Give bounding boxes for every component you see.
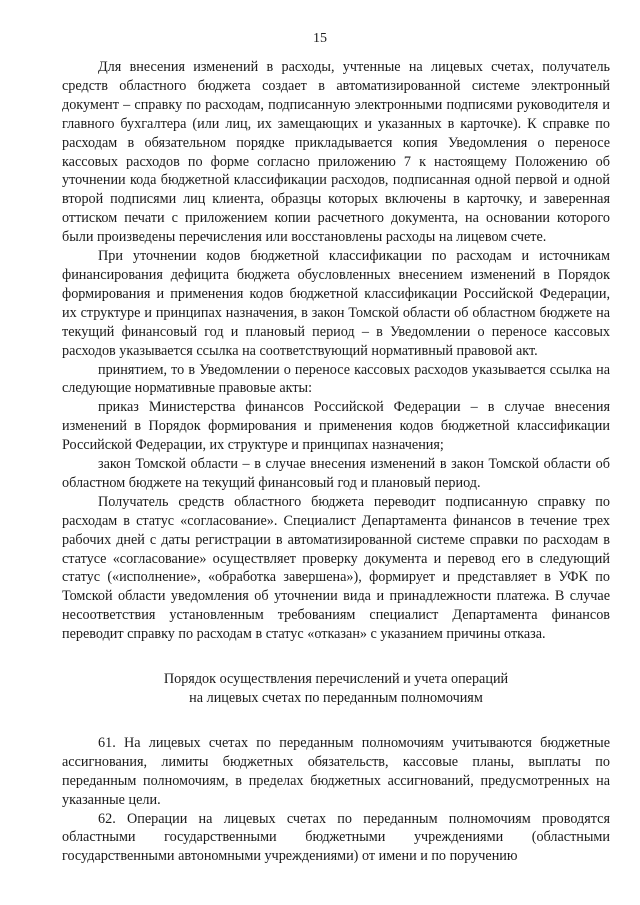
- paragraph-approval-status: Получатель средств областного бюджета переводит подписанную справку по расходам в статус «согласование». Специалист Департамента финансов в течение трех рабочих дней с даты регистрации в автоматизированной системе справки по расходам в статусе «согласование» осуществляет проверку документа и перевод его в следующий статус («исполнение», «обработка завершена»), формирует и представляет в УФК по Томской области уведомления об уточнении вида и принадлежности платежа. В случае несоответствия установленным требованиям специалист Департамента финансов переводит справку по расходам в статус «отказан» с указанием причины отказа.: [62, 493, 610, 643]
- paragraph-budget-changes: Для внесения изменений в расходы, учтенные на лицевых счетах, получатель средств областного бюджета создает в автоматизированной системе электронный документ – справку по расходам, подписанную электронными подписями руководителя и главного бухгалтера (или лиц, их замещающих и указанных в карточке). К справке по расходам в обязательном порядке прикладывается копия Уведомления о переносе кассовых расходов по форме согласно приложению 7 к настоящему Положению об уточнении кода бюджетной классификации расходов, подписанная одной первой и одной второй подписями лиц клиента, образцы которых включены в карточку, и заверенная оттиском печати с приложением копии расчетного документа, на основании которого были произведены перечисления или восстановлены расходы на лицевом счете.: [62, 59, 610, 246]
- section-heading: [62, 670, 610, 708]
- page-number: 15: [313, 31, 327, 46]
- paragraph-tomsk-law: закон Томской области – в случае внесения изменений в закон Томской области об областном бюджете на текущий финансовый год и плановый период.: [62, 456, 610, 491]
- paragraph-normative-acts: принятием, то в Уведомлении о переносе кассовых расходов указывается ссылка на следующие нормативные правовые акты:: [62, 361, 610, 397]
- page-body: [62, 58, 610, 866]
- paragraph-ministry-order: приказ Министерства финансов Российской Федерации – в случае внесения изменений в Порядок формирования и применения кодов бюджетной классификации Российской Федерации, их структуре и принципах назначения;: [62, 399, 610, 454]
- paragraph-classification-codes: При уточнении кодов бюджетной классификации по расходам и источникам финансирования дефицита бюджета обусловленных внесением изменений в Порядок формирования и применения кодов бюджетной классификации Российской Федерации, их структуре и принципах назначения, в закон Томской области об областном бюджете на текущий финансовый год и плановый период – в Уведомлении о переносе кассовых расходов указывается ссылка на соответствующий нормативный правовой акт.: [62, 248, 610, 359]
- paragraph-62: 62. Операции на лицевых счетах по переданным полномочиям проводятся областными государственными бюджетными учреждениями (областными государственными автономными учреждениями) от имени и по поручению: [62, 810, 610, 865]
- section-heading-line-1: Порядок осуществления перечислений и учета операций: [163, 671, 509, 688]
- paragraph-61: 61. На лицевых счетах по переданным полномочиям учитываются бюджетные ассигнования, лимиты бюджетных обязательств, кассовые планы, выплаты по переданным полномочиям, в пределах бюджетных ассигнований, предусмотренных на указанные цели.: [62, 734, 610, 808]
- section-heading-line-2: на лицевых счетах по переданным полномочиям: [189, 690, 483, 706]
